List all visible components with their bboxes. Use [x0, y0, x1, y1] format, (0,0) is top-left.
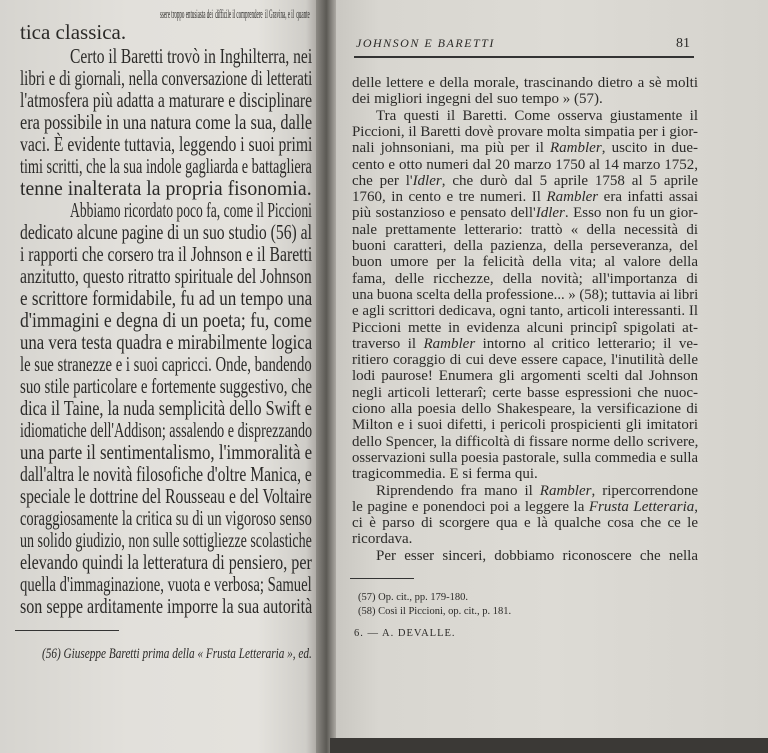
text-line: nale prettamente letterario: trattò « della necessità di — [352, 221, 698, 238]
text-line: ricordava. — [352, 531, 413, 548]
text-line: e agli scrittori dedicava, ogni tanto, articoli interessanti. Il — [352, 303, 698, 320]
text-line: tenne inalterata la propria fisonomia. — [20, 176, 312, 200]
text-line: fama, delle ricchezze, della novità; all'importanza di — [352, 270, 698, 287]
text-line: tragicommedia. E si ferma qui. — [352, 466, 538, 483]
text-line: e scrittore formidabile, fu ad un tempo una — [20, 286, 313, 310]
text-line: Milton e i suoi difetti, i pericoli prospicienti gli imitatori — [352, 417, 698, 434]
text-line: buon umore per la felicità della vita; al valore della — [352, 254, 698, 271]
text-line: traverso il Rambler intorno al critico letterario; il ve- — [352, 335, 698, 352]
text-line: son seppe arditamente imporre la sua autorità — [20, 594, 313, 618]
footnote: (57) Op. cit., pp. 179-180. — [358, 592, 468, 603]
text-line: coraggiosamente la critica su di un vigoroso senso — [20, 506, 312, 530]
text-line: Piccioni, il Baretti dovè provare molta simpatia per i gior- — [352, 123, 699, 140]
text-line: l'atmosfera più adatta a maturare e disciplinare — [20, 88, 313, 112]
text-line: dall'altra le novità filosofiche d'oltre Manica, e — [20, 462, 312, 486]
text-line: dei migliori ingegni del suo tempo » (57). — [352, 91, 603, 108]
running-head: JOHNSON E BARETTI — [356, 36, 495, 50]
text-line: vaci. È evidente tuttavia, leggendo i suoi primi — [20, 132, 313, 156]
text-line: ritiero coraggio di cui deve essere capace, l'inutilità delle — [352, 352, 698, 369]
text-line: elevando quindi la letteratura di pensiero, per — [20, 550, 312, 574]
text-line: suo stile particolare e fortemente suggestivo, che — [20, 374, 312, 398]
text-line: Abbiamo ricordato poco fa, come il Piccioni — [70, 198, 312, 222]
footnote: (58) Così il Piccioni, op. cit., p. 181. — [358, 606, 512, 617]
text-line: nali johnsoniani, ma più per il Rambler, uscito in due- — [352, 140, 698, 157]
text-line: 1760, in cento e tre numeri. Il Rambler era infatti assai — [352, 189, 699, 206]
text-line: cento e otto numeri dal 20 marzo 1750 al 14 marzo 1752, — [352, 156, 698, 173]
text-line: le pagine e ponendoci poi a leggere la Frusta Letteraria, — [352, 498, 698, 515]
left-page-fragment: il Gravina, e il — [264, 6, 294, 21]
text-line: idiomatiche dell'Addison; assalendo e disprezzando — [20, 418, 313, 442]
left-page-fragment: difficile il comprendere — [215, 6, 263, 21]
text-line: Piccioni mette in evidenza alcuni principî spigolati at- — [352, 319, 698, 336]
right-page — [336, 0, 768, 742]
text-line: Certo il Baretti trovò in Inghilterra, nei — [70, 44, 313, 68]
text-line: d'immagini e degna di un poeta; fu, come — [20, 308, 312, 332]
text-line: tica classica. — [20, 20, 127, 44]
text-line: osservazioni sulla poesia pastorale, sulla commedia e sulla — [352, 449, 699, 466]
text-line: delle lettere e della morale, trascinando dietro a sè molti — [352, 75, 698, 91]
footnote-rule — [350, 578, 414, 579]
text-line: era possibile in una natura come la sua, dalle — [20, 110, 313, 134]
left-page-fragments — [160, 3, 312, 21]
text-line: negli articoli letterarî; certe basse espressioni che nuoc- — [352, 384, 698, 401]
text-line: ci è parso di scorgere qua e là qualche cosa che ce le — [352, 515, 698, 532]
table-shadow — [330, 738, 768, 753]
footnote-rule — [15, 630, 119, 631]
text-line: i rapporti che corsero tra il Johnson e il Baretti — [20, 242, 313, 266]
text-line: dica il Taine, la nuda semplicità dello Swift e — [20, 396, 312, 420]
text-line: una parte il sentimentalismo, l'immoralità e — [20, 440, 313, 464]
left-page — [0, 0, 322, 753]
text-line: una buona scelta della professione... » (58); tuttavia ai libri — [352, 286, 699, 303]
text-line: buoni caratteri, della pazienza, della perseveranza, del — [352, 238, 698, 254]
text-line: dello Spencer, la difficoltà di fissare norme dello scrivere, — [352, 433, 699, 450]
text-line: Tra questi il Baretti. Come osserva giustamente il — [376, 107, 698, 124]
text-line: speciale le dottrine del Rousseau e del Voltaire — [20, 484, 312, 508]
text-line: lodi paurose! Enumera gli argomenti scelti dal Johnson — [352, 368, 698, 385]
left-page-fragment: ssere troppo entusiasta dei — [160, 6, 213, 21]
text-line: dedicato alcune pagine di un suo studio (56) al — [20, 220, 312, 244]
header-rule — [354, 56, 694, 58]
text-line: ciono alla poesia dello Shakespeare, la versificazione di — [352, 401, 698, 417]
text-line: che per l'Idler, che durò dal 5 aprile 1758 al 5 aprile — [352, 172, 698, 189]
left-footnote: (56) Giuseppe Baretti prima della « Frusta Letteraria », ed. — [42, 646, 312, 662]
text-line: più sostanzioso e pensato dell'Idler. Esso non fu un gior- — [352, 205, 698, 222]
text-line: timi scritti, che la sua indole gagliarda e battagliera — [20, 154, 312, 178]
page-number: 81 — [676, 36, 690, 51]
text-line: Per esser sinceri, dobbiamo riconoscere che nella — [376, 547, 698, 564]
text-line: le sue stranezze e i suoi capricci. Onde, bandendo — [20, 352, 312, 376]
text-line: libri e di giornali, nella conversazione di letterati — [20, 66, 313, 90]
left-page-fragment: quante — [296, 6, 310, 21]
text-line: un solido giudizio, non sulle sottigliezze scolastiche — [20, 528, 312, 552]
text-line: una vera testa quadra e mirabilmente logica — [20, 330, 313, 354]
text-line: anzitutto, questo ritratto spirituale del Johnson — [20, 264, 312, 288]
text-line: Riprendendo fra mano il Rambler, ripercorrendone — [376, 482, 698, 499]
text-line: quella d'immaginazione, vuota e verbosa; Samuel — [20, 572, 312, 596]
signature-mark: 6. — A. DEVALLE. — [354, 628, 456, 639]
